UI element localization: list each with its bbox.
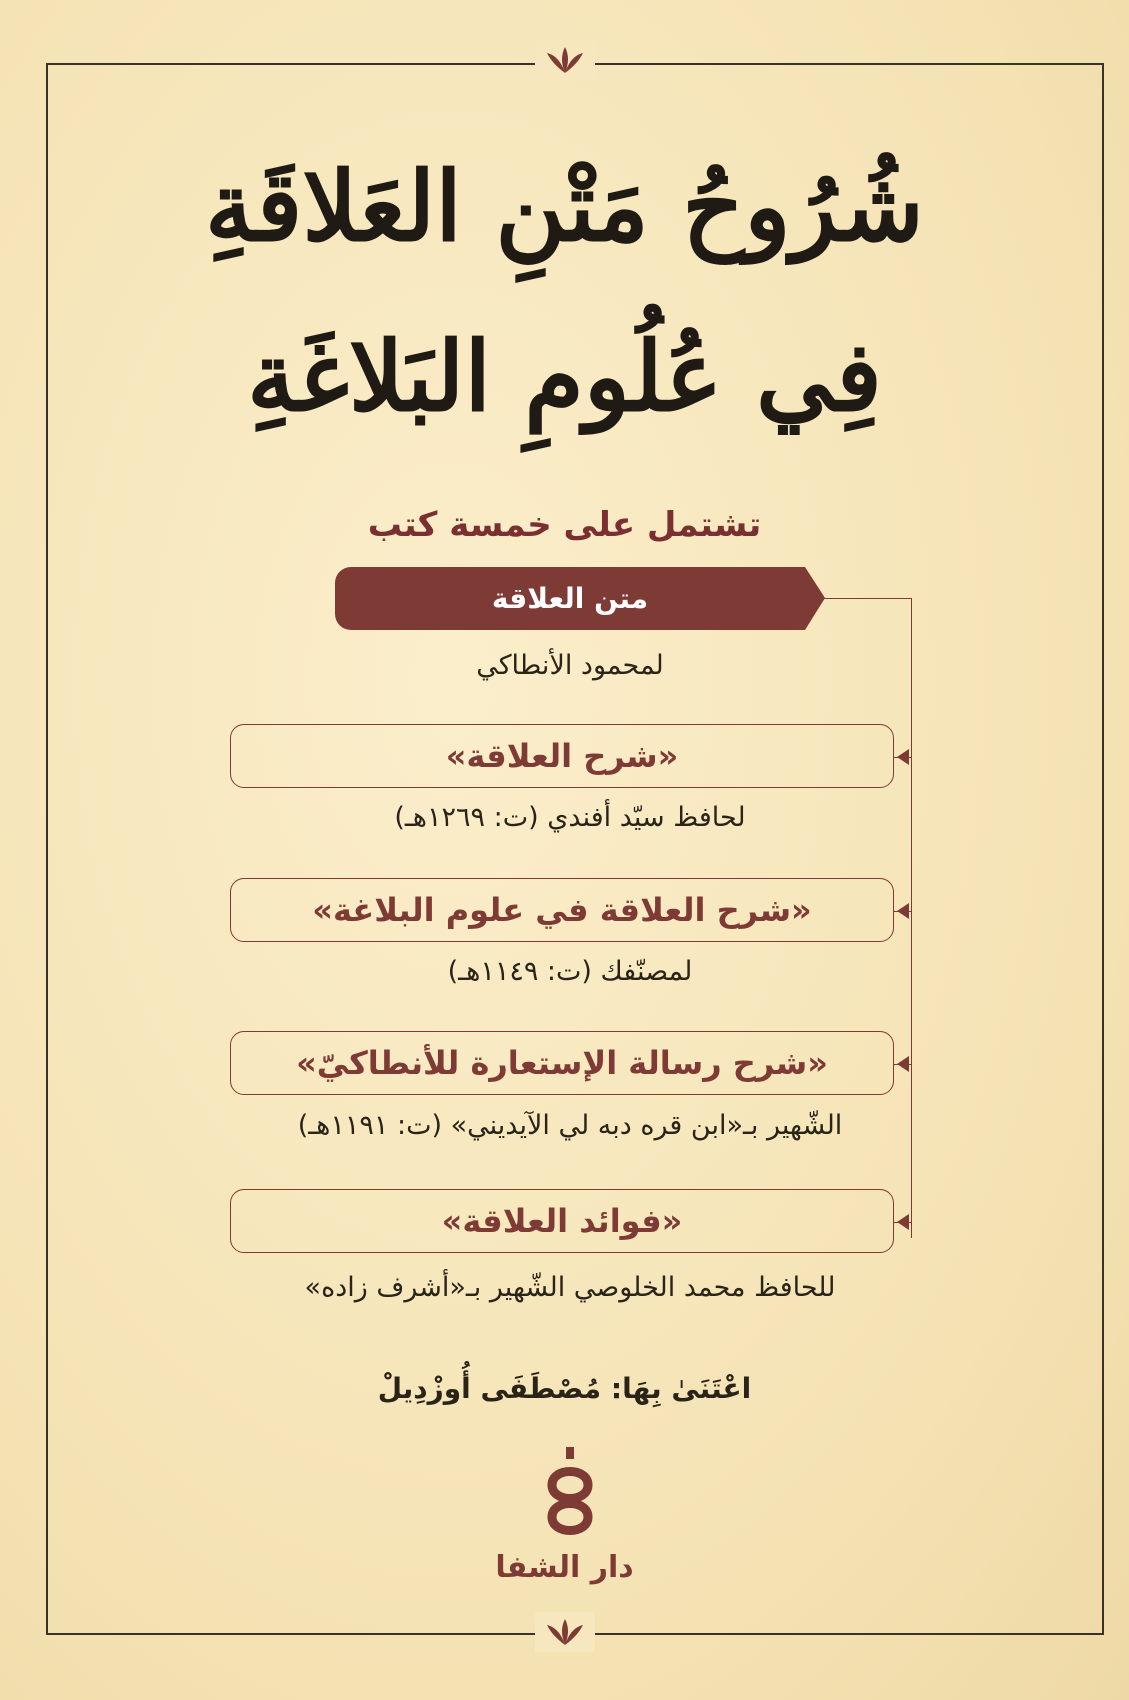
book-title-box: «شرح رسالة الإستعارة للأنطاكيّ»	[230, 1031, 894, 1095]
book-title-line1: شُرُوحُ مَتْنِ العَلاقَةِ	[205, 150, 924, 263]
editor-credit: اعْتَنَىٰ بِهَا: مُصْطَفَى أُوزْدِيلْ	[377, 1372, 752, 1405]
book-author: الشّهير بـ«ابن قره دبه لي الآيديني» (ت: ١١٩١هـ)	[297, 1110, 843, 1141]
lotus-ornament-icon	[535, 40, 595, 80]
book-author: لمحمود الأنطاكي	[476, 650, 664, 681]
publisher-logo-icon	[540, 1445, 600, 1545]
book-title-box: «فوائد العلاقة»	[230, 1189, 894, 1253]
book-author: للحافظ محمد الخلوصي الشّهير بـ«أشرف زاده»	[304, 1272, 836, 1303]
book-title-line2: فِي عُلُومِ البَلاغَةِ	[247, 320, 882, 433]
lotus-ornament-icon	[535, 1612, 595, 1652]
tree-connector-line	[911, 598, 912, 1238]
book-author: لحافظ سيّد أفندي (ت: ١٢٦٩هـ)	[394, 802, 746, 833]
book-subtitle: تشتمل على خمسة كتب	[367, 505, 762, 545]
arrow-icon	[897, 903, 909, 919]
publisher-name: دار الشفا	[495, 1550, 634, 1585]
arrow-icon	[897, 1214, 909, 1230]
book-title-box: «شرح العلاقة في علوم البلاغة»	[230, 878, 894, 942]
arrow-icon	[897, 1056, 909, 1072]
book-author: لمصنّفك (ت: ١١٤٩هـ)	[447, 956, 693, 987]
main-book-banner: متن العلاقة	[335, 567, 805, 630]
arrow-icon	[897, 749, 909, 765]
book-title-box: «شرح العلاقة»	[230, 724, 894, 788]
